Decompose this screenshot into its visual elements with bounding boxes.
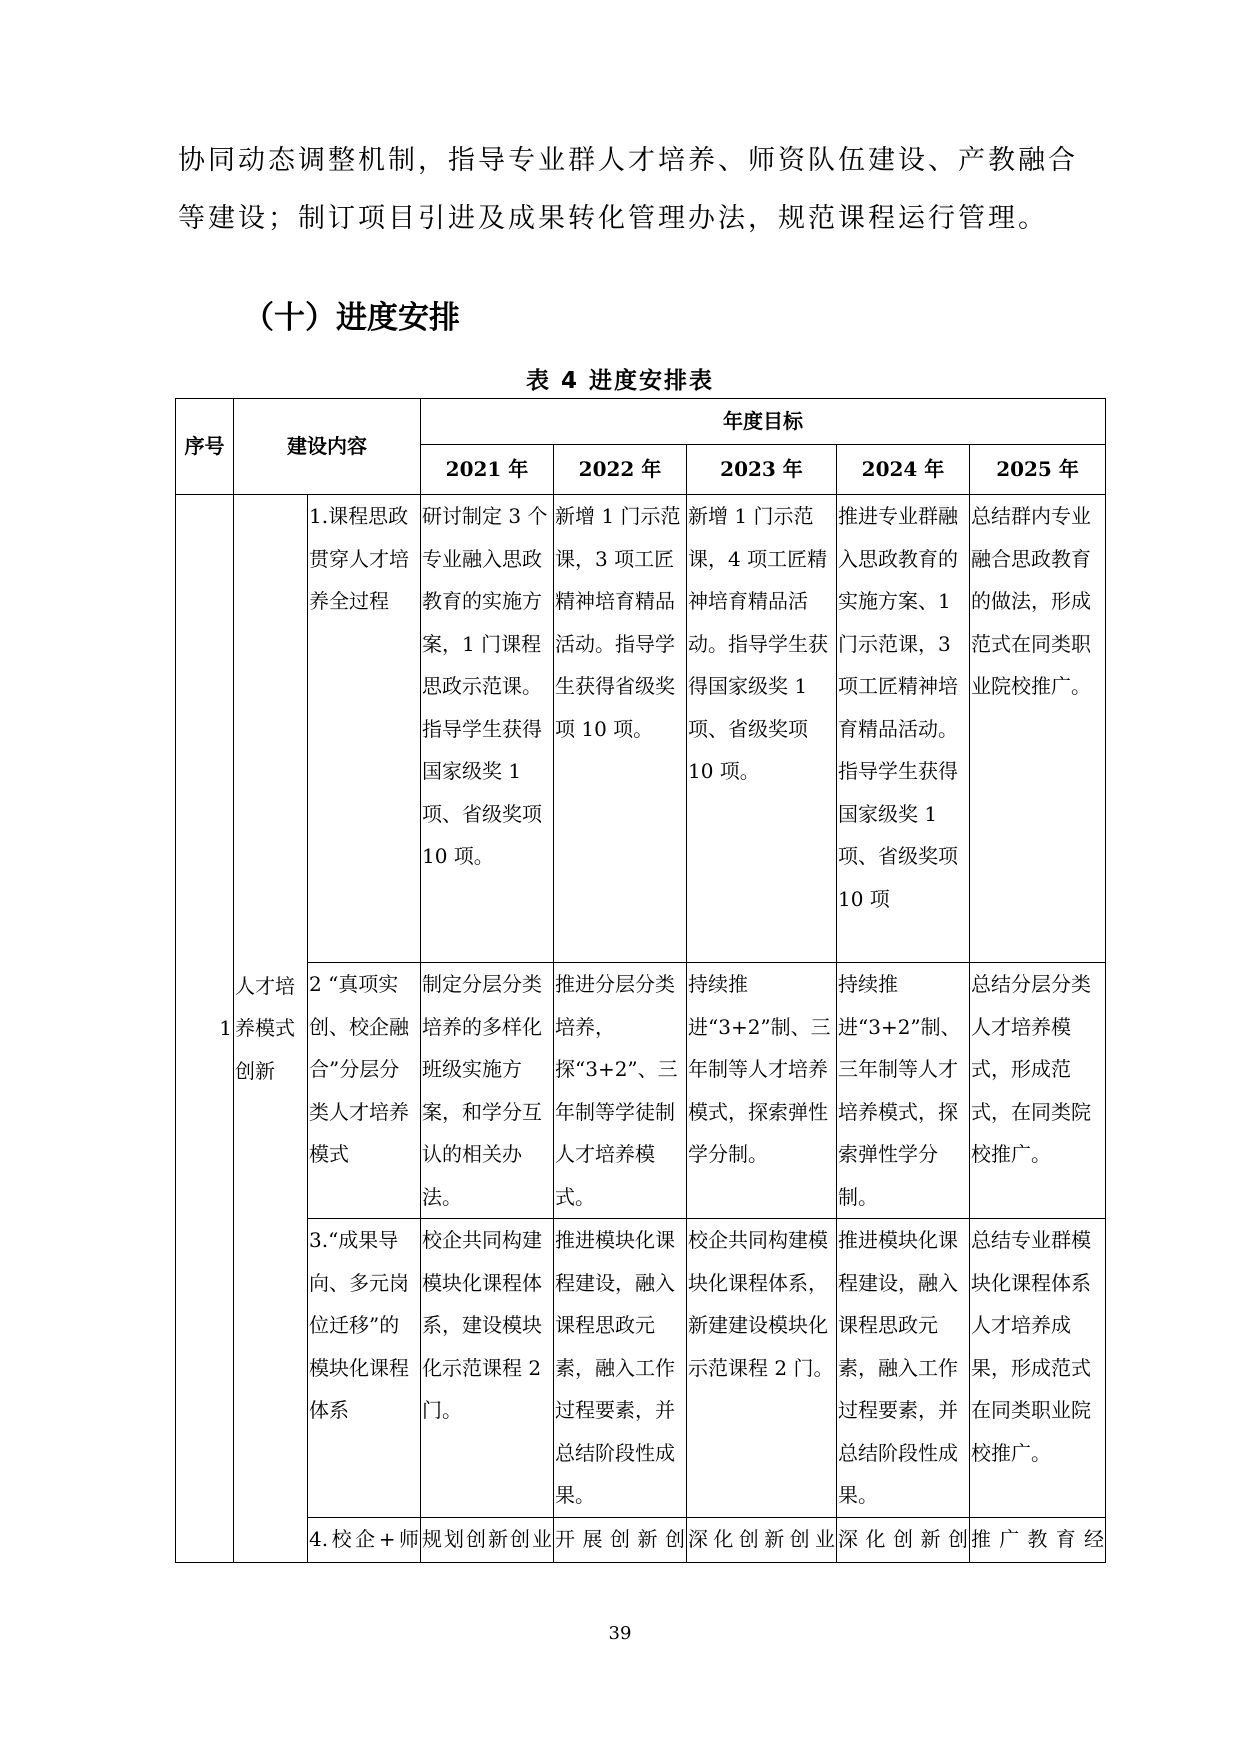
year-goal-cell: 总结专业群模块化课程体系人才培养成果，形成范式在同类职业院校推广。 bbox=[970, 1219, 1106, 1518]
year-goal-cell: 校企共同构建模块化课程体系，建设模块化示范课程 2 门。 bbox=[421, 1219, 554, 1518]
year-goal-cell: 制定分层分类培养的多样化班级实施方案，和学分互认的相关办法。 bbox=[421, 963, 554, 1219]
year-goal-cell: 推广教育经 bbox=[970, 1518, 1106, 1563]
header-year: 2022 年 bbox=[554, 445, 687, 495]
year-goal-cell: 推进专业群融入思政教育的实施方案、1 门示范课，3 项工匠精神培育精品活动。指导学生获得国家级奖 1 项、省级奖项 10 项 bbox=[837, 495, 970, 963]
year-goal-cell: 新增 1 门示范课，3 项工匠精神培育精品活动。指导学生获得省级奖项 10 项。 bbox=[554, 495, 687, 963]
construction-item: 3.“成果导向、多元岗位迁移”的模块化课程体系 bbox=[308, 1219, 421, 1518]
year-goal-cell: 推进模块化课程建设，融入课程思政元素，融入工作过程要素，并总结阶段性成果。 bbox=[554, 1219, 687, 1518]
construction-area: 人才培养模式创新 bbox=[234, 495, 308, 1563]
construction-item: 4.校企+师 bbox=[308, 1518, 421, 1563]
schedule-table bbox=[175, 398, 1106, 1563]
year-goal-cell: 持续推进“3+2”制、三年制等人才培养模式，探索弹性学分制。 bbox=[687, 963, 837, 1219]
table-caption: 表 4 进度安排表 bbox=[525, 368, 715, 394]
section-heading: （十）进度安排 bbox=[243, 300, 460, 336]
year-goal-cell: 新增 1 门示范课，4 项工匠精神培育精品活动。指导学生获得国家级奖 1 项、省级奖项 10 项。 bbox=[687, 495, 837, 963]
year-goal-cell: 深化创新创 bbox=[837, 1518, 970, 1563]
table-row bbox=[176, 1518, 1106, 1563]
year-goal-cell: 研讨制定 3 个专业融入思政教育的实施方案，1 门课程思政示范课。指导学生获得国家级奖 1 项、省级奖项 10 项。 bbox=[421, 495, 554, 963]
year-goal-cell: 推进模块化课程建设，融入课程思政元素，融入工作过程要素，并总结阶段性成果。 bbox=[837, 1219, 970, 1518]
header-annual-goal: 年度目标 bbox=[421, 399, 1106, 445]
year-goal-cell: 规划创新创业 bbox=[421, 1518, 554, 1563]
header-year: 2023 年 bbox=[687, 445, 837, 495]
year-goal-cell: 推进分层分类培养，探“3+2”、三年制等学徒制人才培养模式。 bbox=[554, 963, 687, 1219]
header-year: 2025 年 bbox=[970, 445, 1106, 495]
table-row bbox=[176, 1219, 1106, 1518]
year-goal-cell: 总结群内专业融合思政教育的做法，形成范式在同类职业院校推广。 bbox=[970, 495, 1106, 963]
body-text-line-1: 协同动态调整机制，指导专业群人才培养、师资队伍建设、产教融合 bbox=[178, 145, 1078, 176]
page-number: 39 bbox=[608, 1623, 632, 1644]
header-year: 2024 年 bbox=[837, 445, 970, 495]
year-goal-cell: 持续推进“3+2”制、三年制等人才培养模式，探索弹性学分制。 bbox=[837, 963, 970, 1219]
table-row bbox=[176, 963, 1106, 1219]
construction-item: 1.课程思政贯穿人才培养全过程 bbox=[308, 495, 421, 963]
row-index: 1 bbox=[176, 495, 234, 1563]
header-content: 建设内容 bbox=[234, 399, 421, 495]
year-goal-cell: 开展创新创 bbox=[554, 1518, 687, 1563]
header-year: 2021 年 bbox=[421, 445, 554, 495]
table-row bbox=[176, 495, 1106, 963]
header-index: 序号 bbox=[176, 399, 234, 495]
construction-item: 2 “真项实创、校企融合”分层分类人才培养模式 bbox=[308, 963, 421, 1219]
year-goal-cell: 深化创新创业 bbox=[687, 1518, 837, 1563]
body-text-line-2: 等建设；制订项目引进及成果转化管理办法，规范课程运行管理。 bbox=[178, 203, 1048, 234]
header-row-1 bbox=[176, 399, 1106, 445]
year-goal-cell: 校企共同构建模块化课程体系，新建建设模块化示范课程 2 门。 bbox=[687, 1219, 837, 1518]
year-goal-cell: 总结分层分类人才培养模式，形成范式，在同类院校推广。 bbox=[970, 963, 1106, 1219]
